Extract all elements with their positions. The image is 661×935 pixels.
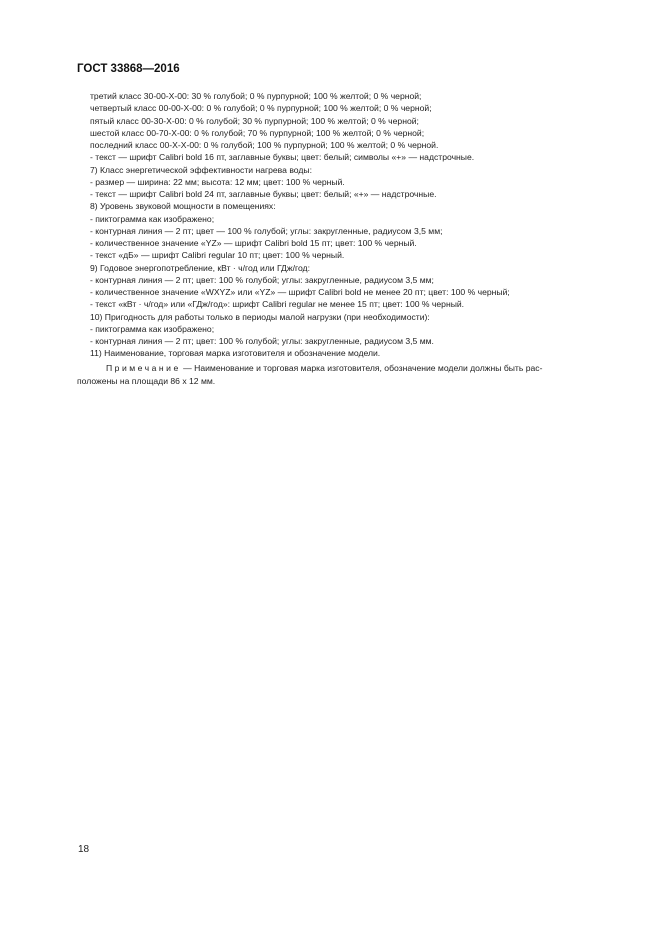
text-line: - размер — ширина: 22 мм; высота: 12 мм; цвет: 100 % черный.: [90, 176, 345, 187]
document-header: ГОСТ 33868—2016: [77, 63, 180, 75]
note: [77, 362, 607, 387]
text-line: - количественное значение «WXYZ» или «YZ» — шрифт Calibri bold не менее 20 пт; цвет: 100 % черный;: [90, 287, 510, 297]
text-line: - текст «кВт · ч/год» или «ГДж/год»: шрифт Calibri regular не менее 15 пт; цвет: 100 % черный.: [90, 299, 465, 310]
text-line: - текст — шрифт Calibri bold 24 пт, заглавные буквы; цвет: белый; «+» — надстрочные.: [90, 189, 437, 199]
text-line: 9) Годовое энергопотребление, кВт · ч/год или ГДж/год:: [90, 262, 310, 273]
text-line: последний класс 00-X-X-00: 0 % голубой; 100 % пурпурной; 100 % желтой; 0 % черной.: [90, 140, 439, 150]
page-number: 18: [78, 844, 90, 855]
text-line: 11) Наименование, торговая марка изготовителя и обозначение модели.: [90, 348, 381, 359]
text-line: четвертый класс 00-00-X-00: 0 % голубой; 0 % пурпурной; 100 % желтой; 0 % черной;: [90, 103, 432, 114]
text-line: - контурная линия — 2 пт; цвет: 100 % голубой; углы: закругленные, радиусом 3,5 мм;: [90, 274, 434, 285]
text-line: - текст — шрифт Calibri bold 16 пт, заглавные буквы; цвет: белый; символы «+» — надстрочные.: [90, 152, 475, 163]
text-line: третий класс 30-00-X-00: 30 % голубой; 0 % пурпурной; 100 % желтой; 0 % черной;: [90, 91, 422, 101]
text-line: - пиктограмма как изображено;: [90, 213, 215, 224]
note-text-line-2: положены на площади 86 x 12 мм.: [77, 375, 216, 386]
text-line: - пиктограмма как изображено;: [90, 323, 215, 334]
note-label: Примечание: [106, 363, 181, 373]
text-line: шестой класс 00-70-X-00: 0 % голубой; 70 % пурпурной; 100 % желтой; 0 % черной;: [90, 127, 425, 138]
text-line: - количественное значение «YZ» — шрифт Calibri bold 15 пт; цвет: 100 % черный.: [90, 238, 417, 248]
text-line: 10) Пригодность для работы только в периоды малой нагрузки (при необходимости):: [90, 311, 430, 322]
document-body: [90, 90, 610, 360]
text-line: - контурная линия — 2 пт; цвет — 100 % голубой; углы: закругленные, радиусом 3,5 мм;: [90, 225, 443, 236]
text-line: - текст «дБ» — шрифт Calibri regular 10 пт; цвет: 100 % черный.: [90, 250, 345, 261]
text-line: - контурная линия — 2 пт; цвет: 100 % голубой; углы: закругленные, радиусом 3,5 мм.: [90, 336, 434, 346]
note-text-line-1: — Наименование и торговая марка изготовителя, обозначение модели должны быть рас-: [180, 363, 543, 373]
text-line: 8) Уровень звуковой мощности в помещениях:: [90, 201, 276, 212]
text-line: пятый класс 00-30-X-00: 0 % голубой; 30 % пурпурной; 100 % желтой; 0 % черной;: [90, 115, 419, 126]
text-line: 7) Класс энергетической эффективности нагрева воды:: [90, 164, 312, 175]
